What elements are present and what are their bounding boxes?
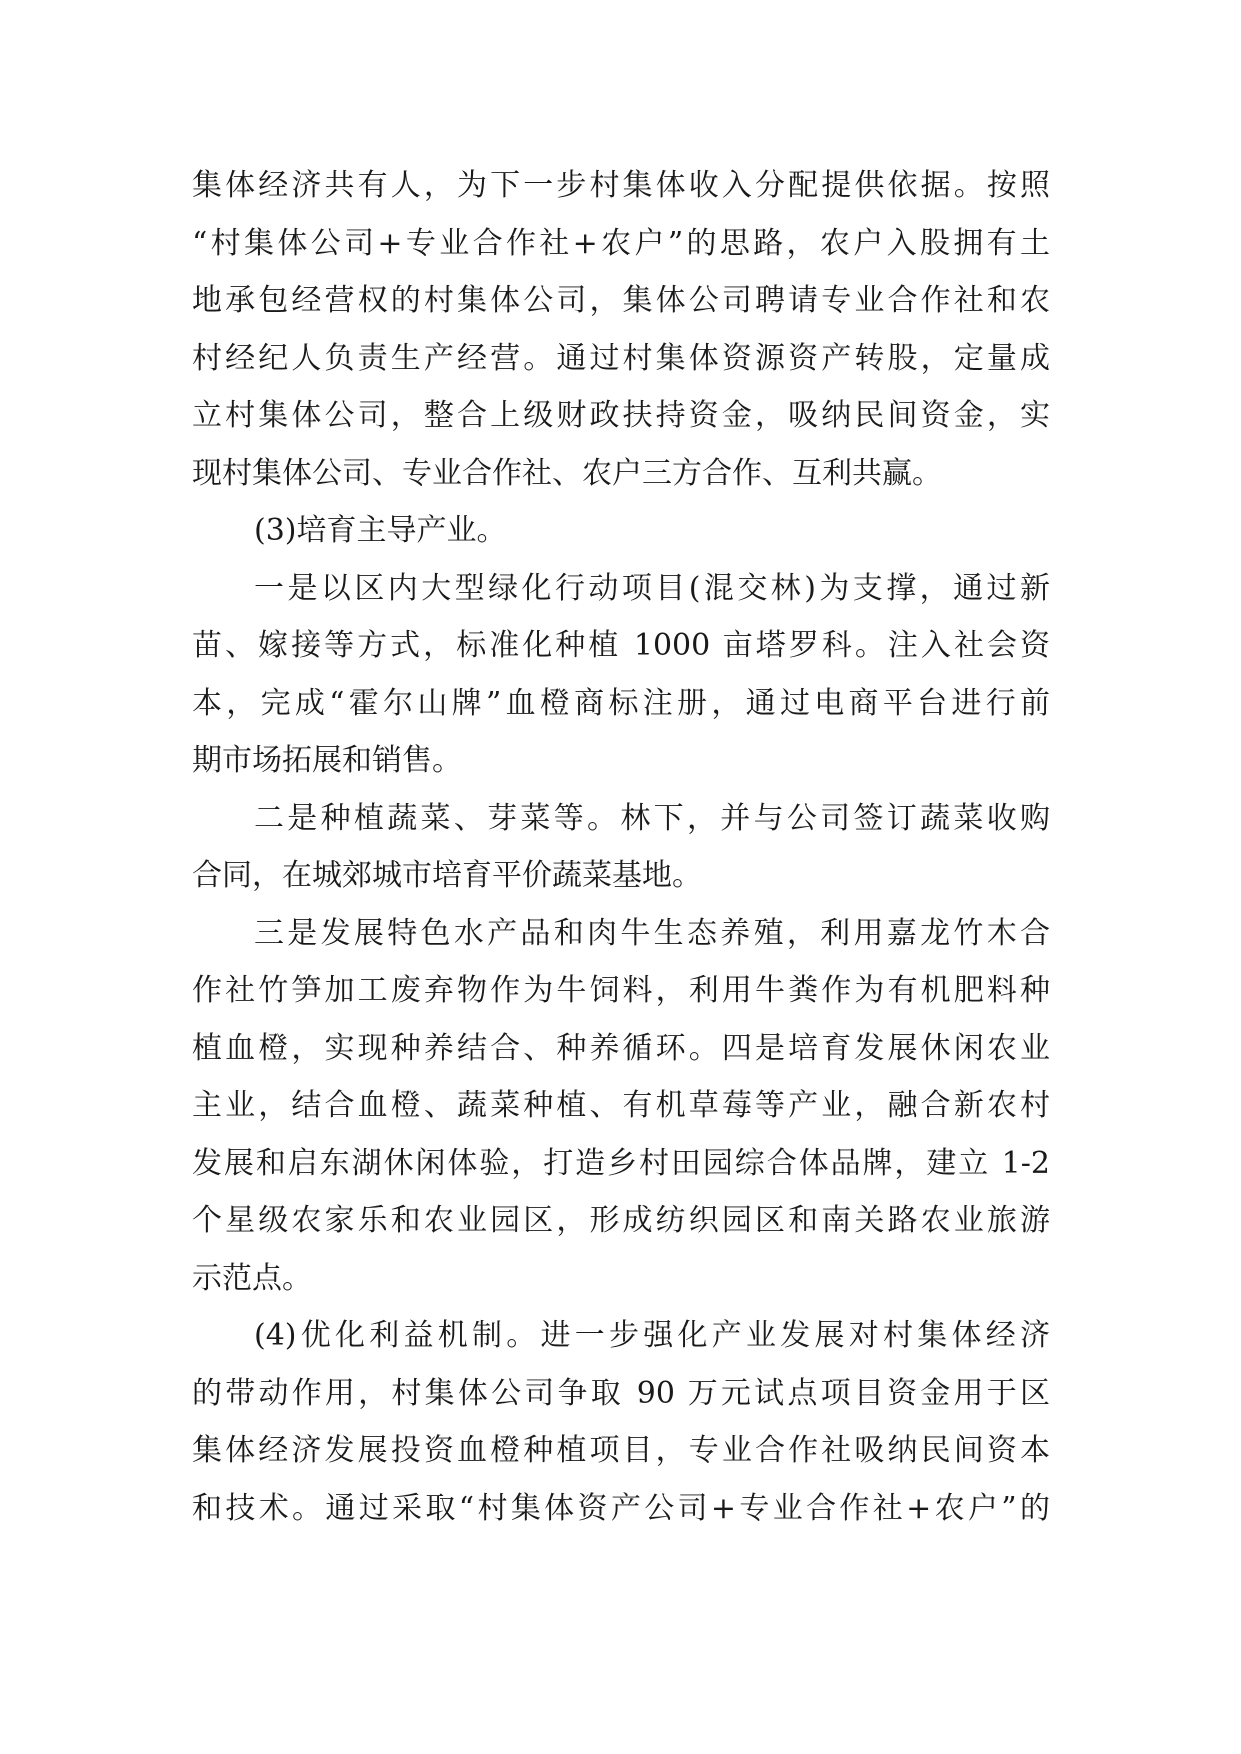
text-line: 立村集体公司，整合上级财政扶持资金，吸纳民间资金，实 <box>192 398 1050 433</box>
text-line: 的带动作用，村集体公司争取 90 万元试点项目资金用于区 <box>192 1375 1050 1411</box>
text-line: 合同，在城郊城市培育平价蔬菜基地。 <box>192 858 702 893</box>
text-line: 示范点。 <box>192 1260 312 1296</box>
text-line: “村集体公司+专业合作社+农户”的思路，农户入股拥有土 <box>192 225 1050 261</box>
text-line: 村经纪人负责生产经营。通过村集体资源资产转股，定量成 <box>192 340 1050 376</box>
text-line: 现村集体公司、专业合作社、农户三方合作、互利共赢。 <box>192 455 942 491</box>
text-line: 一是以区内大型绿化行动项目(混交林)为支撑，通过新 <box>254 570 1050 606</box>
text-line: 主业，结合血橙、蔬菜种植、有机草莓等产业，融合新农村 <box>192 1088 1050 1123</box>
section-heading: (4)优化利益机制。进一步强化产业发展对村集体经济 <box>254 1318 1050 1353</box>
text-line: 作社竹笋加工废弃物作为牛饲料，利用牛粪作为有机肥料种 <box>192 973 1050 1008</box>
body-text <box>192 157 1050 1537</box>
text-line: 三是发展特色水产品和肉牛生态养殖，利用嘉龙竹木合 <box>254 915 1050 951</box>
text-line: 植血橙，实现种养结合、种养循环。四是培育发展休闲农业 <box>192 1030 1050 1066</box>
text-line: 苗、嫁接等方式，标准化种植 1000 亩塔罗科。注入社会资 <box>192 628 1050 663</box>
text-line: 和技术。通过采取“村集体资产公司+专业合作社+农户”的 <box>192 1490 1050 1526</box>
section-heading: (3)培育主导产业。 <box>254 513 507 548</box>
text-line: 发展和启东湖休闲体验，打造乡村田园综合体品牌，建立 1-2 <box>192 1145 1050 1181</box>
text-line: 地承包经营权的村集体公司，集体公司聘请专业合作社和农 <box>192 283 1050 318</box>
text-line: 期市场拓展和销售。 <box>192 743 462 778</box>
text-line: 集体经济共有人，为下一步村集体收入分配提供依据。按照 <box>192 168 1050 203</box>
text-line: 本，完成“霍尔山牌”血橙商标注册，通过电商平台进行前 <box>192 685 1050 721</box>
text-line: 个星级农家乐和农业园区，形成纺织园区和南关路农业旅游 <box>192 1203 1050 1238</box>
text-line: 集体经济发展投资血橙种植项目，专业合作社吸纳民间资本 <box>192 1433 1050 1468</box>
text-line: 二是种植蔬菜、芽菜等。林下，并与公司签订蔬菜收购 <box>254 800 1050 836</box>
